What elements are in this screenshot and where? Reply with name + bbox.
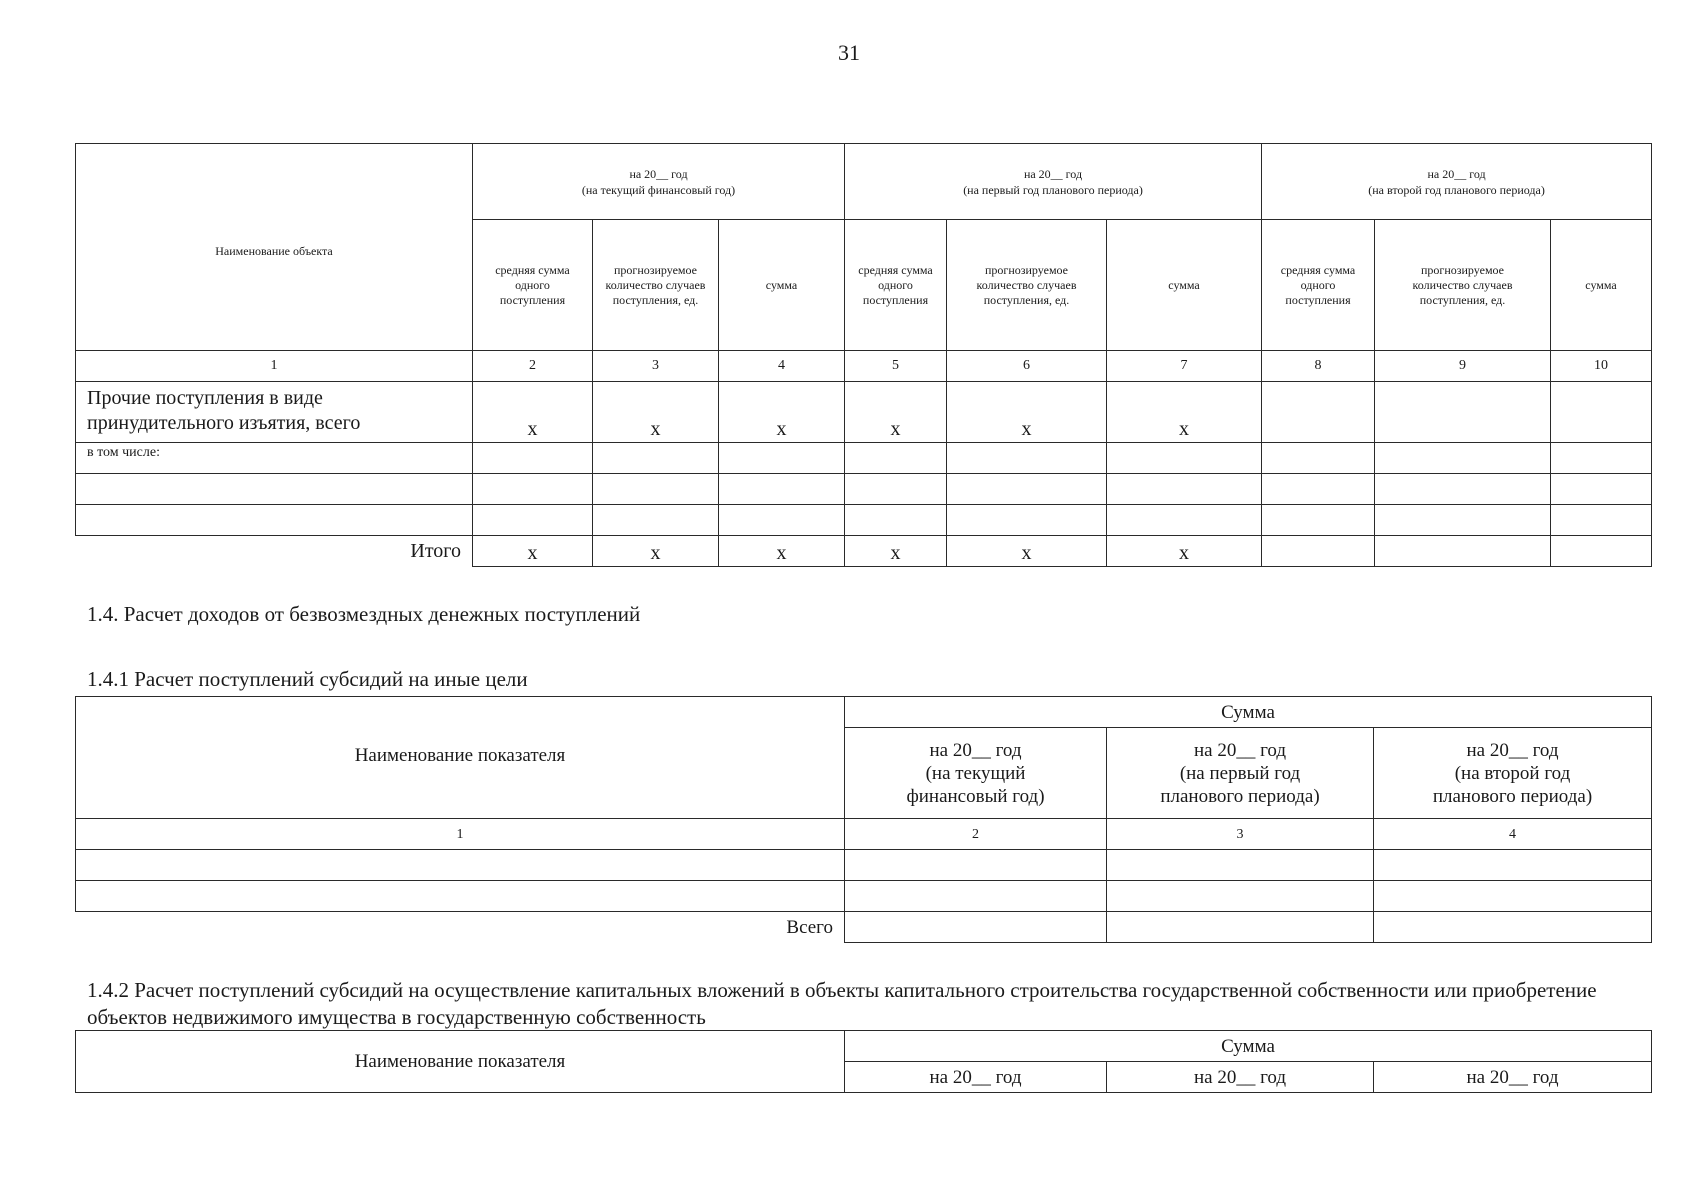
period-year: на 20__ год <box>929 739 1022 761</box>
cross-mark: x <box>845 382 947 443</box>
period-year: на 20__ год <box>1466 739 1559 761</box>
period-header-first-plan <box>845 144 1262 220</box>
period-header-current <box>473 144 845 220</box>
total-row <box>76 536 1652 567</box>
cross-mark: x <box>473 536 593 567</box>
column-number: 6 <box>947 351 1107 382</box>
period-year: на 20__ год <box>1374 1062 1652 1093</box>
subheader-avg-sum: средняя сумма одного поступления <box>845 220 947 351</box>
total-label: Всего <box>786 916 833 938</box>
period-header-first-plan <box>1107 728 1374 819</box>
column-number: 1 <box>76 819 845 850</box>
period-desc: (на первый год планового периода) <box>963 182 1143 197</box>
cross-mark: x <box>593 382 719 443</box>
column-number: 1 <box>76 351 473 382</box>
sum-header: Сумма <box>845 697 1652 728</box>
subheader-avg-sum: средняя сумма одного поступления <box>473 220 593 351</box>
period-desc: (на текущий финансовый год) <box>906 762 1045 807</box>
table-row <box>76 850 1652 881</box>
period-year: на 20__ год <box>845 1062 1107 1093</box>
column-number: 2 <box>845 819 1107 850</box>
period-year: на 20__ год <box>1023 166 1083 181</box>
sum-header: Сумма <box>845 1031 1652 1062</box>
cross-mark: x <box>947 536 1107 567</box>
subheader-sum: сумма <box>1551 220 1652 351</box>
subheader-avg-sum: средняя сумма одного поступления <box>1262 220 1375 351</box>
column-number: 3 <box>593 351 719 382</box>
period-header-second-plan <box>1262 144 1652 220</box>
capital-investment-subsidies-table <box>75 1030 1652 1093</box>
period-year: на 20__ год <box>1427 166 1486 181</box>
row-main-label: Прочие поступления в виде принудительного изъятия, всего <box>76 382 473 443</box>
empty-cell <box>1375 382 1551 443</box>
cross-mark: x <box>1107 536 1262 567</box>
column-number: 5 <box>845 351 947 382</box>
total-label: Итого <box>410 539 461 562</box>
table-row <box>76 474 1652 505</box>
table-row <box>76 881 1652 912</box>
period-desc: (на текущий финансовый год) <box>581 182 736 197</box>
table-row <box>76 505 1652 536</box>
column-number: 4 <box>719 351 845 382</box>
period-header-second-plan <box>1374 728 1652 819</box>
column-number: 2 <box>473 351 593 382</box>
column-number: 10 <box>1551 351 1652 382</box>
row-including-label: в том числе: <box>76 443 473 474</box>
cross-mark: x <box>1107 382 1262 443</box>
period-year: на 20__ год <box>629 166 688 181</box>
cross-mark: x <box>845 536 947 567</box>
subheader-count: прогнозируемое количество случаев поступления, ед. <box>1375 220 1551 351</box>
table-row <box>76 382 1652 443</box>
table-row <box>76 443 1652 474</box>
column-numbers-row <box>76 819 1652 850</box>
cross-mark: x <box>719 536 845 567</box>
column-number: 9 <box>1375 351 1551 382</box>
section-1-4-2-title: 1.4.2 Расчет поступлений субсидий на осуществление капитальных вложений в объекты капитального строительства государственной собственности или приобретение объектов недвижимого имущества в государственную собственность <box>87 978 1597 1029</box>
forced-seizure-table <box>75 143 1652 567</box>
cross-mark: x <box>719 382 845 443</box>
cross-mark: x <box>947 382 1107 443</box>
period-year: на 20__ год <box>1193 739 1287 761</box>
empty-cell <box>1551 382 1652 443</box>
indicator-header: Наименование показателя <box>76 697 845 819</box>
object-name-header: Наименование объекта <box>76 144 473 351</box>
column-number: 7 <box>1107 351 1262 382</box>
cross-mark: x <box>593 536 719 567</box>
column-number: 4 <box>1374 819 1652 850</box>
subheader-count: прогнозируемое количество случаев поступления, ед. <box>947 220 1107 351</box>
section-1-4-1-title: 1.4.1 Расчет поступлений субсидий на иные цели <box>87 667 528 691</box>
column-number: 8 <box>1262 351 1375 382</box>
column-number: 3 <box>1107 819 1374 850</box>
cross-mark: x <box>473 382 593 443</box>
period-desc: (на первый год планового периода) <box>1160 762 1320 807</box>
period-header-current <box>845 728 1107 819</box>
empty-cell <box>1262 382 1375 443</box>
page-number: 31 <box>838 40 860 65</box>
subheader-count: прогнозируемое количество случаев поступления, ед. <box>593 220 719 351</box>
period-year: на 20__ год <box>1107 1062 1374 1093</box>
indicator-header: Наименование показателя <box>76 1031 845 1093</box>
column-numbers-row <box>76 351 1652 382</box>
subsidies-other-purposes-table <box>75 696 1652 943</box>
total-row <box>76 912 1652 943</box>
subheader-sum: сумма <box>1107 220 1262 351</box>
subheader-sum: сумма <box>719 220 845 351</box>
period-desc: (на второй год планового периода) <box>1368 182 1545 197</box>
section-1-4-title: 1.4. Расчет доходов от безвозмездных денежных поступлений <box>87 602 641 626</box>
period-desc: (на второй год планового периода) <box>1432 762 1593 807</box>
